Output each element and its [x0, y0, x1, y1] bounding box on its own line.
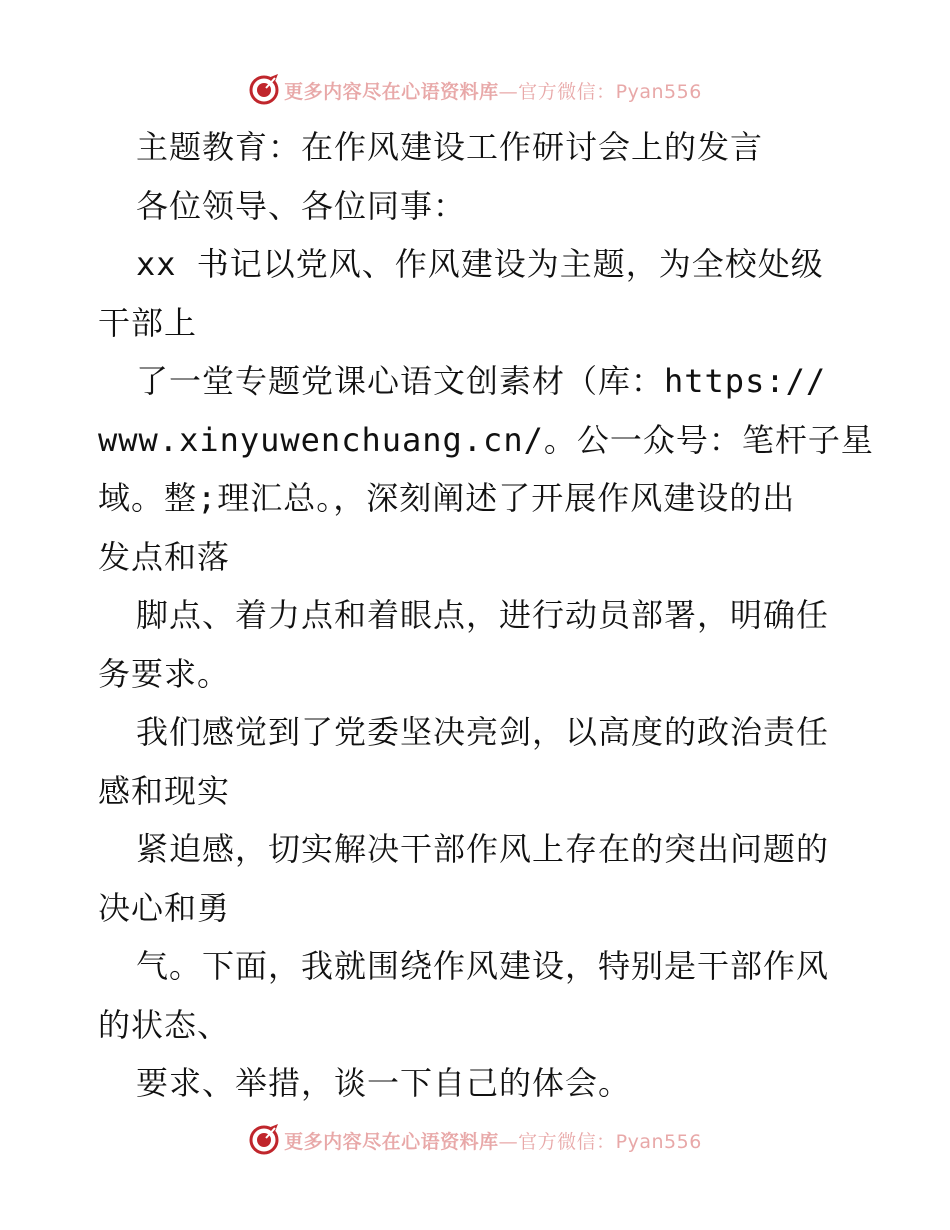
paragraph-line: 要求、举措，谈一下自己的体会。: [136, 1064, 632, 1102]
watermark-banner-bottom: [0, 1120, 950, 1160]
watermark-dash: —: [498, 1130, 519, 1153]
watermark-wechat-text: 官方微信：Pyan556: [518, 1130, 702, 1153]
watermark-text: [284, 1127, 702, 1154]
paragraph-line: xx 书记以党风、作风建设为主题，为全校处级: [136, 245, 824, 283]
paragraph-line: www.xinyuwenchuang.cn/。公一众号：笔杆子星: [98, 420, 874, 459]
paragraph-line: 我们感觉到了党委坚决亮剑，以高度的政治责任: [136, 713, 830, 751]
paragraph-line: 紧迫感，切实解决干部作风上存在的突出问题的: [136, 830, 830, 868]
watermark-wechat-text: 官方微信：Pyan556: [518, 80, 702, 103]
pen-logo-icon: [248, 1124, 280, 1156]
pen-logo-icon: [248, 74, 280, 106]
document-title: 主题教育：在作风建设工作研讨会上的发言: [136, 128, 764, 166]
paragraph-line: 发点和落: [98, 537, 231, 576]
watermark-banner-top: [0, 70, 950, 110]
paragraph-line: 干部上: [98, 303, 198, 342]
paragraph-line: 感和现实: [98, 771, 231, 810]
watermark-main-text: 更多内容尽在心语资料库: [284, 1130, 499, 1153]
paragraph-line: 了一堂专题党课心语文创素材（库：https://: [136, 362, 827, 400]
paragraph-line: 气。下面，我就围绕作风建设，特别是干部作风: [136, 947, 830, 985]
paragraph-line: 域。整;理汇总。，深刻阐述了开展作风建设的出: [98, 479, 796, 517]
paragraph-line: 脚点、着力点和着眼点，进行动员部署，明确任: [136, 596, 830, 634]
paragraph-line: 各位领导、各位同事：: [136, 186, 467, 225]
watermark-text: [284, 77, 702, 104]
document-body: [98, 118, 874, 1113]
paragraph-line: 务要求。: [98, 654, 231, 693]
watermark-dash: —: [498, 80, 519, 103]
watermark-main-text: 更多内容尽在心语资料库: [284, 80, 499, 103]
paragraph-line: 的状态、: [98, 1005, 231, 1044]
paragraph-line: 决心和勇: [98, 888, 231, 927]
